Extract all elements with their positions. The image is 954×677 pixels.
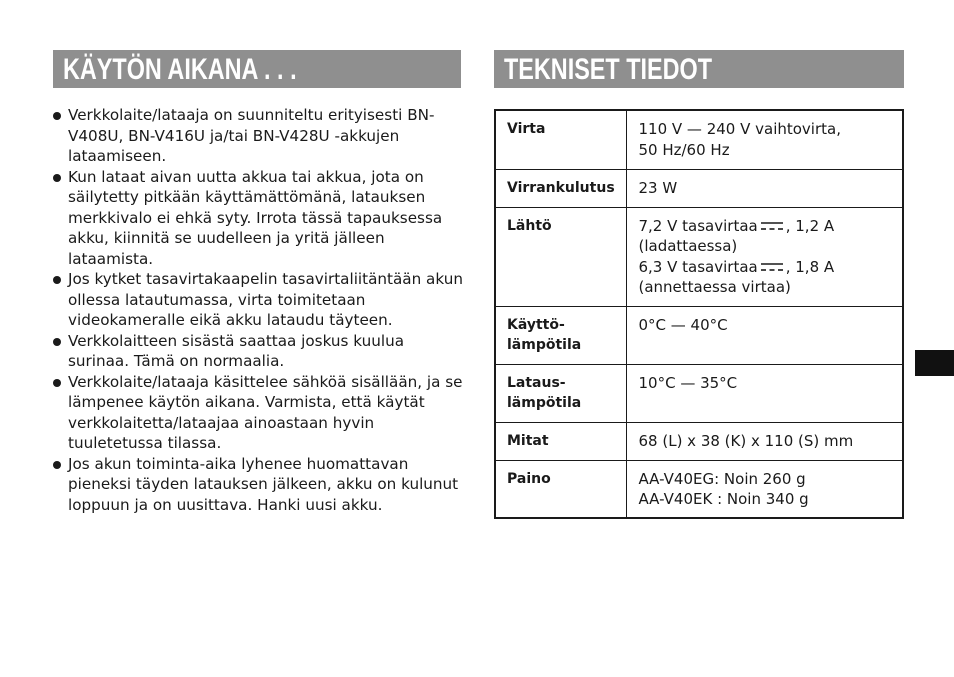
spec-value: 68 (L) x 38 (K) x 110 (S) mm [626, 422, 903, 460]
table-row [495, 110, 903, 169]
table-row [495, 306, 903, 364]
spec-value: 10°C — 35°C [626, 364, 903, 422]
table-row [495, 169, 903, 207]
bullet-icon [53, 276, 61, 284]
usage-notes-list [53, 105, 465, 515]
bullet-icon [53, 174, 61, 182]
spec-value: 7,2 V tasavirtaa , 1,2 A (ladattaessa) 6,3 V tasavirtaa , 1,8 A (annettaessa virtaa) [626, 207, 903, 306]
spec-value: 23 W [626, 169, 903, 207]
bullet-icon [53, 112, 61, 120]
spec-table [494, 109, 904, 519]
table-row [495, 422, 903, 460]
list-item: Verkkolaite/lataaja on suunniteltu erityisesti BN-V408U, BN-V416U ja/tai BN-V428U -akkujen lataamiseen. [53, 105, 465, 167]
spec-label: Paino [495, 460, 626, 518]
section-title-tekniset: TEKNISET TIEDOT [494, 50, 904, 88]
table-row [495, 207, 903, 306]
list-item: Jos akun toiminta-aika lyhenee huomattavan pieneksi täyden latauksen jälkeen, akku on kulunut loppuun ja on uusittava. Hanki uusi akku. [53, 454, 465, 516]
list-item: Jos kytket tasavirtakaapelin tasavirtaliitäntään akun ollessa latautumassa, virta toimitetaan videokameralle eikä akku lataudu täyteen. [53, 269, 465, 331]
spec-label: Virta [495, 110, 626, 169]
list-item: Verkkolaitteen sisästä saattaa joskus kuulua surinaa. Tämä on normaalia. [53, 331, 465, 372]
table-row [495, 364, 903, 422]
page-side-tab [915, 350, 954, 376]
list-item: Verkkolaite/lataaja käsittelee sähköä sisällään, ja se lämpenee käytön aikana. Varmista, että käytät verkkolaitetta/lataajaa ainoastaan hyvin tuuletetussa tilassa. [53, 372, 465, 454]
table-row [495, 460, 903, 518]
spec-value: AA-V40EG: Noin 260 g AA-V40EK : Noin 340 g [626, 460, 903, 518]
spec-value: 0°C — 40°C [626, 306, 903, 364]
spec-value: 110 V — 240 V vaihtovirta, 50 Hz/60 Hz [626, 110, 903, 169]
bullet-icon [53, 461, 61, 469]
section-title-kaytto: KÄYTÖN AIKANA . . . [53, 50, 461, 88]
spec-label: Virrankulutus [495, 169, 626, 207]
dc-symbol-icon [761, 262, 783, 272]
spec-label: Mitat [495, 422, 626, 460]
spec-label: Lataus- lämpötila [495, 364, 626, 422]
bullet-icon [53, 379, 61, 387]
bullet-icon [53, 338, 61, 346]
spec-label: Käyttö- lämpötila [495, 306, 626, 364]
list-item: Kun lataat aivan uutta akkua tai akkua, jota on säilytetty pitkään käyttämättömänä, latauksen merkkivalo ei ehkä syty. Irrota tässä tapauksessa akku, kiinnitä se uudelleen ja yritä jälleen lataamista. [53, 167, 465, 270]
spec-label: Lähtö [495, 207, 626, 306]
dc-symbol-icon [761, 221, 783, 231]
